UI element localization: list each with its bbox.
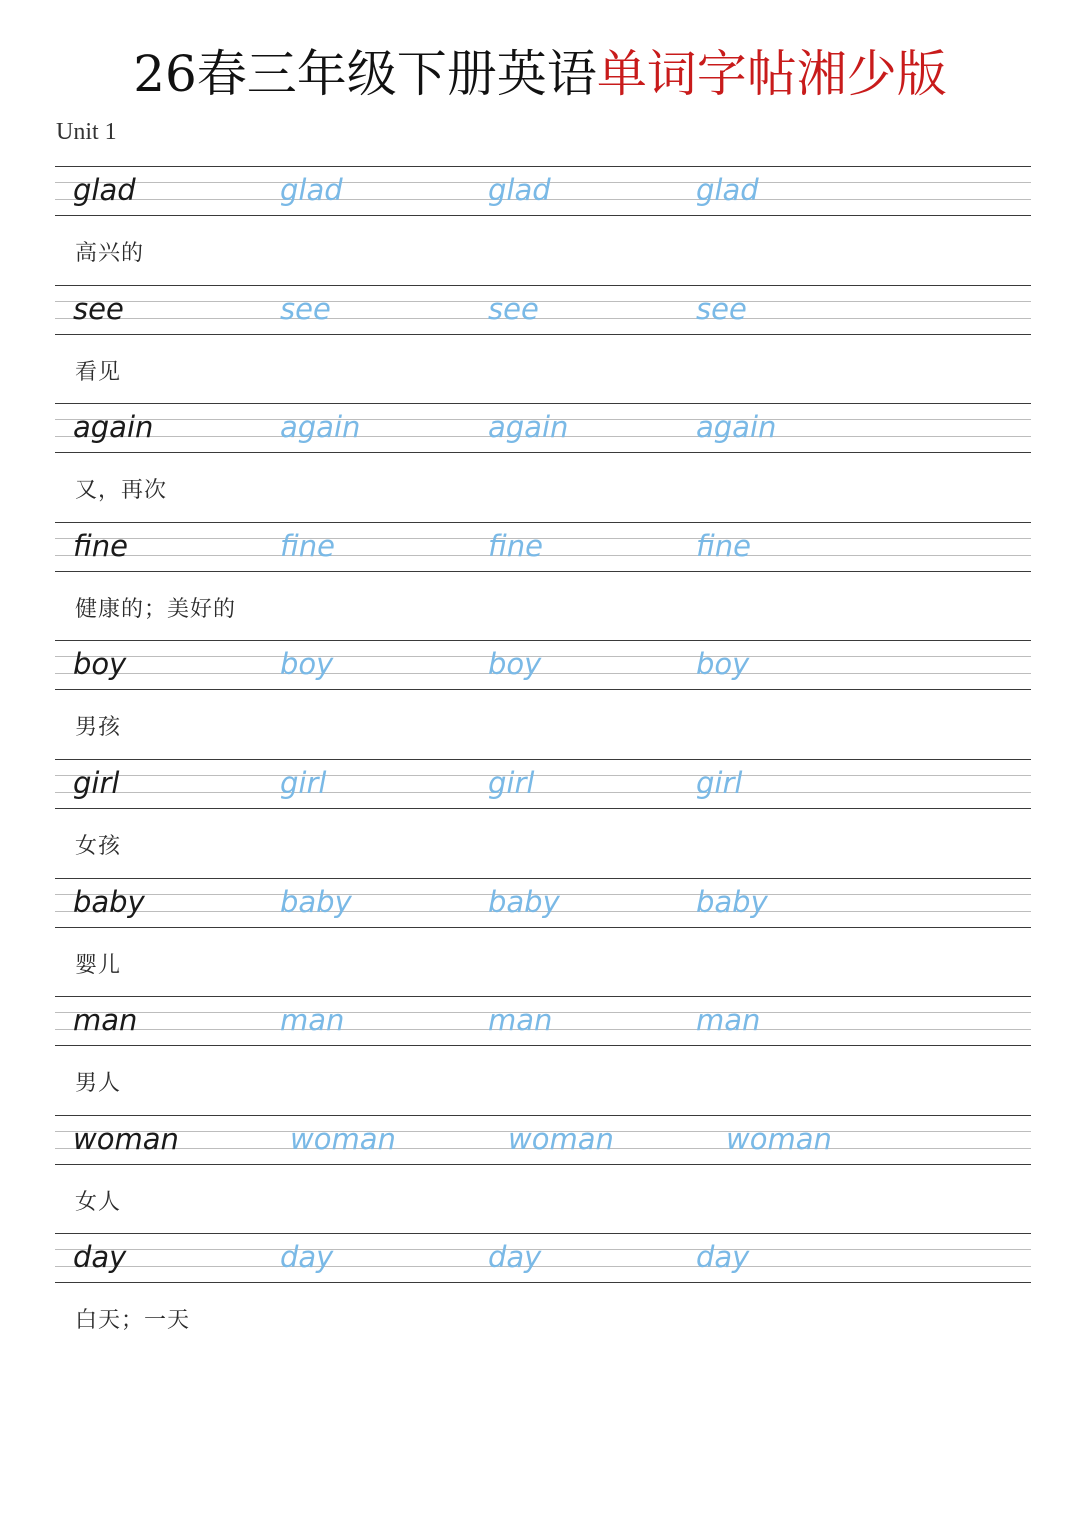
trace-word: boy <box>488 647 542 682</box>
trace-word: glad <box>488 173 551 207</box>
trace-word: baby <box>488 884 560 919</box>
vocab-entry-baby <box>0 878 1080 997</box>
trace-word: again <box>488 410 569 445</box>
trace-word: woman <box>508 1121 614 1156</box>
vocab-entry-fine <box>0 522 1080 641</box>
vocab-entry-man <box>0 996 1080 1115</box>
word-meaning: 高兴的 <box>75 241 145 266</box>
trace-word: girl <box>488 765 535 800</box>
vocab-entry-see <box>0 285 1080 404</box>
trace-word: man <box>280 1003 345 1038</box>
trace-word: fine <box>280 528 335 563</box>
trace-word: woman <box>726 1121 832 1156</box>
trace-word: baby <box>696 884 768 919</box>
word-meaning: 女孩 <box>75 833 122 859</box>
word-meaning: 健康的；美好的 <box>75 596 237 622</box>
trace-word: woman <box>290 1121 396 1156</box>
model-word: boy <box>73 647 127 682</box>
trace-word: glad <box>696 173 759 207</box>
page-title <box>0 36 1080 112</box>
model-word: fine <box>73 528 128 563</box>
word-meaning: 男孩 <box>75 715 122 741</box>
trace-word: boy <box>280 647 334 682</box>
trace-word: fine <box>696 528 751 563</box>
handwriting-lines <box>55 522 1031 572</box>
model-word: see <box>73 291 124 326</box>
handwriting-lines <box>55 1233 1031 1283</box>
vocab-entry-glad <box>0 166 1080 285</box>
page-title-main: 26春三年级下册英语 <box>133 45 597 103</box>
model-word: glad <box>73 173 136 207</box>
trace-word: glad <box>280 173 343 207</box>
vocab-entry-again <box>0 403 1080 522</box>
word-meaning: 又，再次 <box>75 478 168 504</box>
word-meaning: 白天；一天 <box>75 1308 191 1334</box>
trace-word: girl <box>280 765 327 800</box>
vocab-entry-girl <box>0 759 1080 878</box>
trace-word: see <box>280 291 331 326</box>
trace-word: man <box>488 1003 553 1038</box>
worksheet <box>0 166 1080 1352</box>
word-meaning: 婴儿 <box>75 952 122 978</box>
model-word: girl <box>73 765 120 800</box>
trace-word: see <box>488 291 539 326</box>
page-title-accent: 单词字帖湘少版 <box>596 45 947 103</box>
handwriting-lines <box>55 285 1031 335</box>
model-word: man <box>73 1003 138 1038</box>
trace-word: again <box>696 410 777 445</box>
vocab-entry-boy <box>0 640 1080 759</box>
trace-word: girl <box>696 765 743 800</box>
model-word: again <box>73 410 154 445</box>
model-word: woman <box>73 1121 179 1156</box>
model-word: baby <box>73 884 145 919</box>
trace-word: day <box>696 1240 750 1275</box>
vocab-entry-day <box>0 1233 1080 1352</box>
trace-word: man <box>696 1003 761 1038</box>
trace-word: see <box>696 291 747 326</box>
handwriting-lines <box>55 640 1031 690</box>
trace-word: day <box>488 1240 542 1275</box>
word-meaning: 男人 <box>75 1071 122 1097</box>
model-word: day <box>73 1240 127 1275</box>
unit-label: Unit 1 <box>56 119 117 145</box>
trace-word: boy <box>696 647 750 682</box>
trace-word: fine <box>488 528 543 563</box>
handwriting-lines <box>55 759 1031 809</box>
word-meaning: 看见 <box>75 359 122 385</box>
trace-word: again <box>280 410 361 445</box>
word-meaning: 女人 <box>75 1189 122 1215</box>
vocab-entry-woman <box>0 1115 1080 1234</box>
trace-word: baby <box>280 884 352 919</box>
trace-word: day <box>280 1240 334 1275</box>
